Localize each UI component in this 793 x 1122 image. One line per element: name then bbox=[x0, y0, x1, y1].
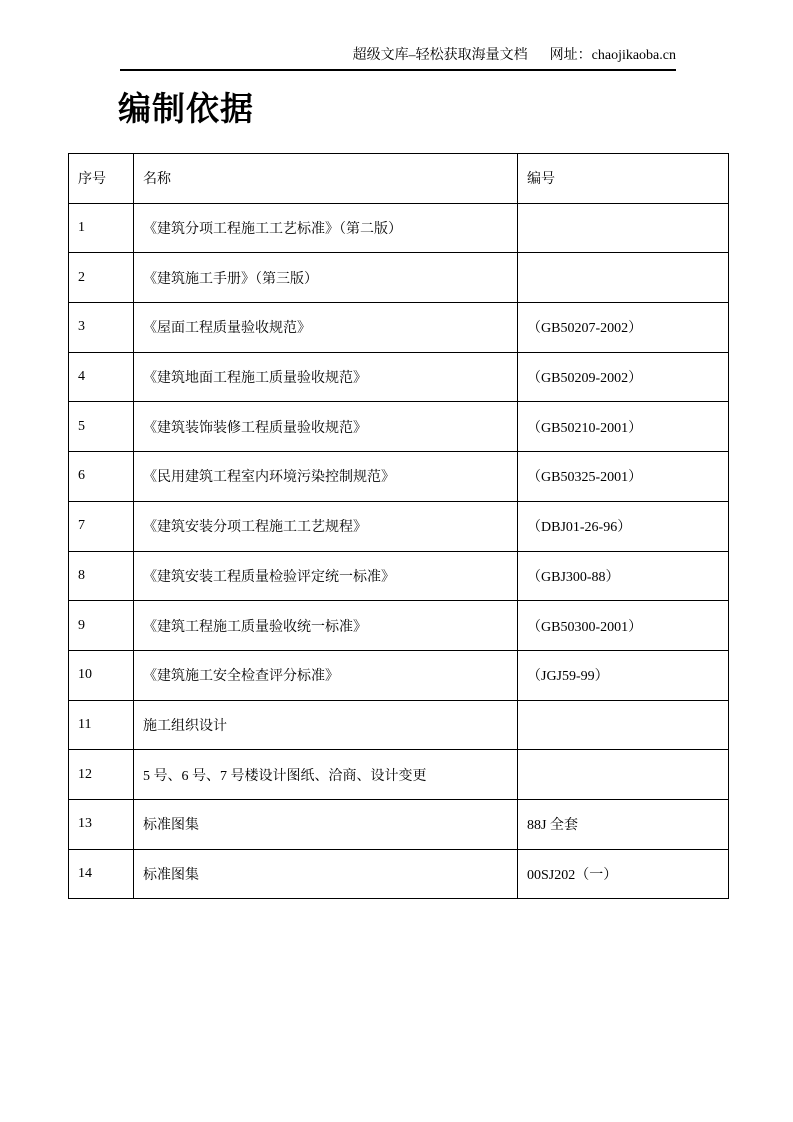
table-row bbox=[69, 700, 729, 750]
row-number-cell: 4 bbox=[69, 352, 134, 402]
table-row bbox=[69, 352, 729, 402]
name-cell: 《建筑安装工程质量检验评定统一标准》 bbox=[134, 551, 518, 601]
table-row bbox=[69, 303, 729, 353]
row-number-cell: 5 bbox=[69, 402, 134, 452]
row-number-cell: 14 bbox=[69, 849, 134, 899]
site-watermark-text: 超级文库–轻松获取海量文档 bbox=[352, 48, 528, 63]
name-cell: 《建筑装饰装修工程质量验收规范》 bbox=[134, 402, 518, 452]
row-number-cell: 7 bbox=[69, 501, 134, 551]
name-cell: 《建筑施工安全检查评分标准》 bbox=[134, 650, 518, 700]
row-number-cell: 13 bbox=[69, 799, 134, 849]
table-row bbox=[69, 750, 729, 800]
code-cell: （GB50210-2001） bbox=[518, 402, 729, 452]
table-row bbox=[69, 501, 729, 551]
name-cell: 标准图集 bbox=[134, 799, 518, 849]
code-cell: （JGJ59-99） bbox=[518, 650, 729, 700]
code-cell bbox=[518, 750, 729, 800]
watermark-header bbox=[120, 47, 676, 65]
code-cell: （GB50300-2001） bbox=[518, 601, 729, 651]
code-cell: 00SJ202（一） bbox=[518, 849, 729, 899]
table-row bbox=[69, 551, 729, 601]
site-url: chaojikaoba.cn bbox=[591, 48, 676, 63]
name-cell: 施工组织设计 bbox=[134, 700, 518, 750]
code-cell: （GB50209-2002） bbox=[518, 352, 729, 402]
name-cell: 5 号、6 号、7 号楼设计图纸、洽商、设计变更 bbox=[134, 750, 518, 800]
table-header-row bbox=[69, 154, 729, 204]
row-number-cell: 2 bbox=[69, 253, 134, 303]
table-row bbox=[69, 849, 729, 899]
header-divider bbox=[120, 69, 676, 71]
table-row bbox=[69, 650, 729, 700]
table-row bbox=[69, 402, 729, 452]
page-title: 编制依据 bbox=[118, 92, 254, 128]
column-header-no: 序号 bbox=[69, 154, 134, 204]
row-number-cell: 11 bbox=[69, 700, 134, 750]
row-number-cell: 1 bbox=[69, 203, 134, 253]
table-row bbox=[69, 253, 729, 303]
url-label: 网址： bbox=[549, 48, 592, 63]
row-number-cell: 8 bbox=[69, 551, 134, 601]
name-cell: 《建筑地面工程施工质量验收规范》 bbox=[134, 352, 518, 402]
code-cell: （DBJ01-26-96） bbox=[518, 501, 729, 551]
table-row bbox=[69, 601, 729, 651]
code-cell: 88J 全套 bbox=[518, 799, 729, 849]
row-number-cell: 3 bbox=[69, 303, 134, 353]
column-header-name: 名称 bbox=[134, 154, 518, 204]
name-cell: 《建筑分项工程施工工艺标准》（第二版） bbox=[134, 203, 518, 253]
table-row bbox=[69, 452, 729, 502]
name-cell: 标准图集 bbox=[134, 849, 518, 899]
row-number-cell: 9 bbox=[69, 601, 134, 651]
column-header-code: 编号 bbox=[518, 154, 729, 204]
table-row bbox=[69, 203, 729, 253]
code-cell: （GBJ300-88） bbox=[518, 551, 729, 601]
name-cell: 《民用建筑工程室内环境污染控制规范》 bbox=[134, 452, 518, 502]
code-cell: （GB50207-2002） bbox=[518, 303, 729, 353]
row-number-cell: 10 bbox=[69, 650, 134, 700]
row-number-cell: 6 bbox=[69, 452, 134, 502]
name-cell: 《建筑安装分项工程施工工艺规程》 bbox=[134, 501, 518, 551]
code-cell: （GB50325-2001） bbox=[518, 452, 729, 502]
row-number-cell: 12 bbox=[69, 750, 134, 800]
code-cell bbox=[518, 253, 729, 303]
table-row bbox=[69, 799, 729, 849]
name-cell: 《屋面工程质量验收规范》 bbox=[134, 303, 518, 353]
code-cell bbox=[518, 203, 729, 253]
reference-table bbox=[68, 153, 729, 899]
name-cell: 《建筑工程施工质量验收统一标准》 bbox=[134, 601, 518, 651]
code-cell bbox=[518, 700, 729, 750]
name-cell: 《建筑施工手册》（第三版） bbox=[134, 253, 518, 303]
